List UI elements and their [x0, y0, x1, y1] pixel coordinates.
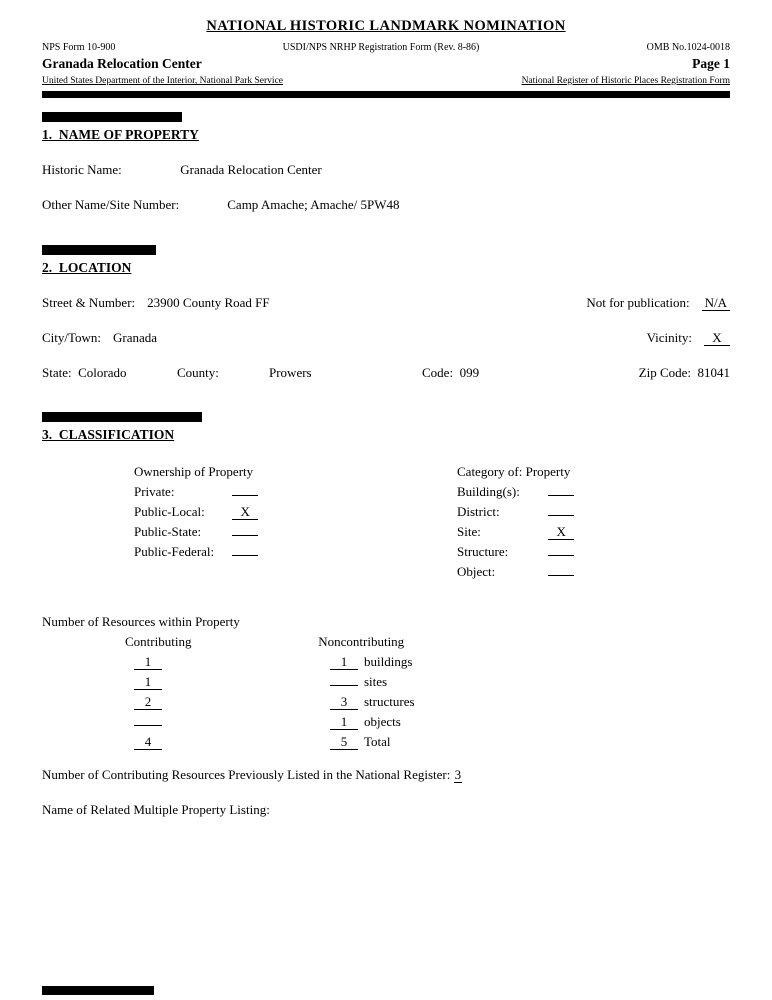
resources-row-objects — [134, 714, 730, 730]
noncontributing-objects-value: 1 — [330, 715, 358, 730]
state-label: State: — [42, 365, 72, 380]
contributing-buildings-value: 1 — [134, 655, 162, 670]
street-row — [42, 295, 730, 311]
footer-bar — [42, 986, 154, 995]
ownership-title: Ownership of Property — [134, 464, 254, 479]
street-group — [42, 295, 270, 311]
property-name: Granada Relocation Center — [42, 56, 202, 71]
resource-type-label: objects — [364, 714, 401, 729]
form-revision: USDI/NPS NRHP Registration Form (Rev. 8-86) — [282, 42, 480, 53]
section2-heading: 2. LOCATION — [42, 260, 132, 275]
vicinity-value: X — [704, 331, 730, 346]
register-name: National Register of Historic Places Registration Form — [521, 76, 730, 86]
category-object-label: Object: — [457, 564, 496, 579]
category-column — [457, 464, 574, 584]
resources-title: Number of Resources within Property — [42, 614, 240, 629]
page-number: Page 1 — [692, 56, 730, 71]
historic-name-value: Granada Relocation Center — [180, 162, 322, 177]
resources-row-total — [134, 734, 730, 750]
omb-number: OMB No.1024-0018 — [646, 42, 730, 53]
ownership-item — [134, 504, 457, 520]
historic-name-row — [42, 162, 730, 178]
section3-bar — [42, 412, 202, 422]
not-for-publication-group — [586, 295, 730, 311]
city-label: City/Town: — [42, 330, 102, 345]
category-buildings-label: Building(s): — [457, 484, 520, 499]
contributing-objects-value — [134, 725, 162, 726]
city-row — [42, 330, 730, 346]
section1-heading: 1. NAME OF PROPERTY — [42, 127, 199, 142]
county-label: County: — [177, 365, 219, 380]
ownership-public-federal-value — [232, 555, 258, 556]
property-header-row — [42, 56, 730, 72]
resource-type-label: sites — [364, 674, 388, 689]
contributing-total-value: 4 — [134, 735, 162, 750]
resources-row-sites — [134, 674, 730, 690]
ownership-item — [134, 484, 457, 500]
ownership-public-state-label: Public-State: — [134, 524, 202, 539]
noncontributing-header: Noncontributing — [318, 634, 405, 649]
vicinity-group — [647, 330, 730, 346]
category-district-label: District: — [457, 504, 500, 519]
not-for-publication-value: N/A — [702, 296, 730, 311]
contributing-structures-value: 2 — [134, 695, 162, 710]
previously-listed-row — [42, 767, 730, 783]
state-group — [42, 365, 177, 381]
ownership-column — [134, 464, 457, 584]
header-divider-bar — [42, 91, 730, 98]
previously-listed-value: 3 — [454, 767, 462, 782]
city-value: Granada — [113, 330, 158, 345]
ownership-private-value — [232, 495, 258, 496]
county-value: Prowers — [269, 365, 312, 380]
contributing-sites-value: 1 — [134, 675, 162, 690]
category-site-label: Site: — [457, 524, 481, 539]
code-label: Code: — [422, 365, 454, 380]
other-name-value: Camp Amache; Amache/ 5PW48 — [227, 197, 400, 212]
category-structure-label: Structure: — [457, 544, 509, 559]
category-district-value — [548, 515, 574, 516]
category-site-value: X — [548, 525, 574, 540]
noncontributing-structures-value: 3 — [330, 695, 358, 710]
ownership-item — [134, 524, 457, 540]
document-title: NATIONAL HISTORIC LANDMARK NOMINATION — [206, 18, 566, 34]
noncontributing-buildings-value: 1 — [330, 655, 358, 670]
related-listing-label: Name of Related Multiple Property Listing: — [42, 802, 270, 817]
other-name-row — [42, 197, 730, 213]
noncontributing-total-value: 5 — [330, 735, 358, 750]
form-number: NPS Form 10-900 — [42, 42, 116, 53]
ownership-private-label: Private: — [134, 484, 175, 499]
state-value: Colorado — [78, 365, 127, 380]
classification-columns — [134, 464, 730, 584]
contributing-header: Contributing — [125, 634, 192, 649]
not-for-publication-label: Not for publication: — [586, 295, 690, 310]
ownership-public-local-value: X — [232, 505, 258, 520]
resources-row-buildings — [134, 654, 730, 670]
form-meta-row — [42, 42, 730, 53]
agency-name: United States Department of the Interior, National Park Service — [42, 76, 284, 86]
category-item — [457, 544, 574, 560]
ownership-public-local-label: Public-Local: — [134, 504, 205, 519]
related-listing-row — [42, 802, 730, 818]
agency-row — [42, 76, 730, 86]
previously-listed-label: Number of Contributing Resources Previously Listed in the National Register: — [42, 767, 451, 782]
ownership-public-state-value — [232, 535, 258, 536]
category-item — [457, 504, 574, 520]
section3-heading: 3. CLASSIFICATION — [42, 427, 175, 442]
resource-type-label: Total — [364, 734, 391, 749]
category-buildings-value — [548, 495, 574, 496]
resource-type-label: buildings — [364, 654, 413, 669]
category-title: Category of: Property — [457, 464, 571, 479]
code-value: 099 — [459, 365, 480, 380]
category-item — [457, 524, 574, 540]
resources-row-structures — [134, 694, 730, 710]
category-item — [457, 484, 574, 500]
resources-headers — [125, 634, 730, 650]
street-value: 23900 County Road FF — [147, 295, 270, 310]
vicinity-label: Vicinity: — [646, 330, 692, 345]
resource-type-label: structures — [364, 694, 415, 709]
other-name-label: Other Name/Site Number: — [42, 197, 180, 212]
category-structure-value — [548, 555, 574, 556]
city-group — [42, 330, 157, 346]
noncontributing-sites-value — [330, 685, 358, 686]
ownership-public-federal-label: Public-Federal: — [134, 544, 215, 559]
zip-value: 81041 — [697, 365, 730, 380]
section1-bar — [42, 112, 182, 122]
category-object-value — [548, 575, 574, 576]
category-item — [457, 564, 574, 580]
code-group — [422, 365, 597, 381]
street-label: Street & Number: — [42, 295, 136, 310]
state-row — [42, 365, 730, 381]
zip-group — [639, 365, 730, 381]
ownership-item — [134, 544, 457, 560]
section2-bar — [42, 245, 156, 255]
zip-label: Zip Code: — [638, 365, 691, 380]
historic-name-label: Historic Name: — [42, 162, 122, 177]
